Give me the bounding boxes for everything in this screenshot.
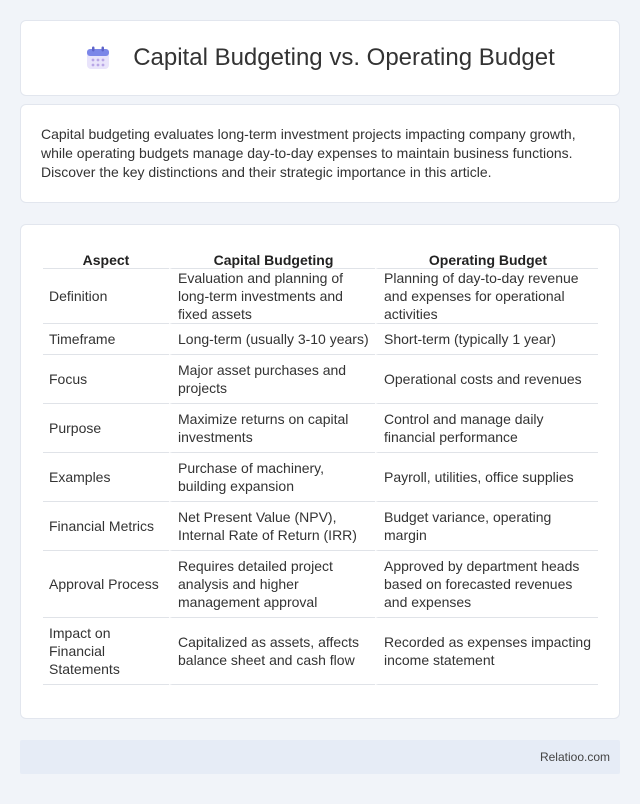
table-cell: Payroll, utilities, office supplies <box>375 453 598 502</box>
table-header-row <box>43 245 598 269</box>
table-row <box>43 618 598 685</box>
table-cell: Recorded as expenses impacting income statement <box>375 618 598 685</box>
comparison-table <box>43 245 598 685</box>
row-label: Approval Process <box>43 551 169 618</box>
table-cell: Maximize returns on capital investments <box>169 404 375 453</box>
header-card <box>20 20 620 96</box>
table-cell: Short-term (typically 1 year) <box>375 324 598 355</box>
calendar-icon <box>85 45 111 71</box>
table-cell: Requires detailed project analysis and higher management approval <box>169 551 375 618</box>
row-label: Purpose <box>43 404 169 453</box>
table-cell: Budget variance, operating margin <box>375 502 598 551</box>
footer <box>20 740 620 774</box>
table-row <box>43 324 598 355</box>
table-cell: Approved by department heads based on forecasted revenues and expenses <box>375 551 598 618</box>
row-label: Definition <box>43 269 169 324</box>
column-header-aspect: Aspect <box>43 245 169 269</box>
row-label: Examples <box>43 453 169 502</box>
column-header-operating-budget: Operating Budget <box>375 245 598 269</box>
table-cell: Long-term (usually 3-10 years) <box>169 324 375 355</box>
intro-card <box>20 104 620 203</box>
table-cell: Capitalized as assets, affects balance sheet and cash flow <box>169 618 375 685</box>
table-cell: Major asset purchases and projects <box>169 355 375 404</box>
table-row <box>43 355 598 404</box>
footer-brand[interactable]: Relatioo.com <box>539 750 610 764</box>
table-cell: Planning of day-to-day revenue and expenses for operational activities <box>375 269 598 324</box>
intro-text: Capital budgeting evaluates long-term investment projects impacting company growth, while operating budgets manage day-to-day expenses to maintain business functions. Discover the key distinctions and their strategic importance in this article. <box>41 126 576 180</box>
table-cell: Evaluation and planning of long-term investments and fixed assets <box>169 269 375 324</box>
row-label: Financial Metrics <box>43 502 169 551</box>
table-cell: Operational costs and revenues <box>375 355 598 404</box>
table-row <box>43 502 598 551</box>
table-cell: Purchase of machinery, building expansion <box>169 453 375 502</box>
comparison-table-card <box>20 224 620 719</box>
table-cell: Net Present Value (NPV), Internal Rate of Return (IRR) <box>169 502 375 551</box>
page-title: Capital Budgeting vs. Operating Budget <box>133 44 555 71</box>
row-label: Impact on Financial Statements <box>43 618 169 685</box>
table-row <box>43 453 598 502</box>
table-row <box>43 404 598 453</box>
row-label: Timeframe <box>43 324 169 355</box>
row-label: Focus <box>43 355 169 404</box>
table-row <box>43 269 598 324</box>
column-header-capital-budgeting: Capital Budgeting <box>169 245 375 269</box>
table-row <box>43 551 598 618</box>
table-cell: Control and manage daily financial performance <box>375 404 598 453</box>
